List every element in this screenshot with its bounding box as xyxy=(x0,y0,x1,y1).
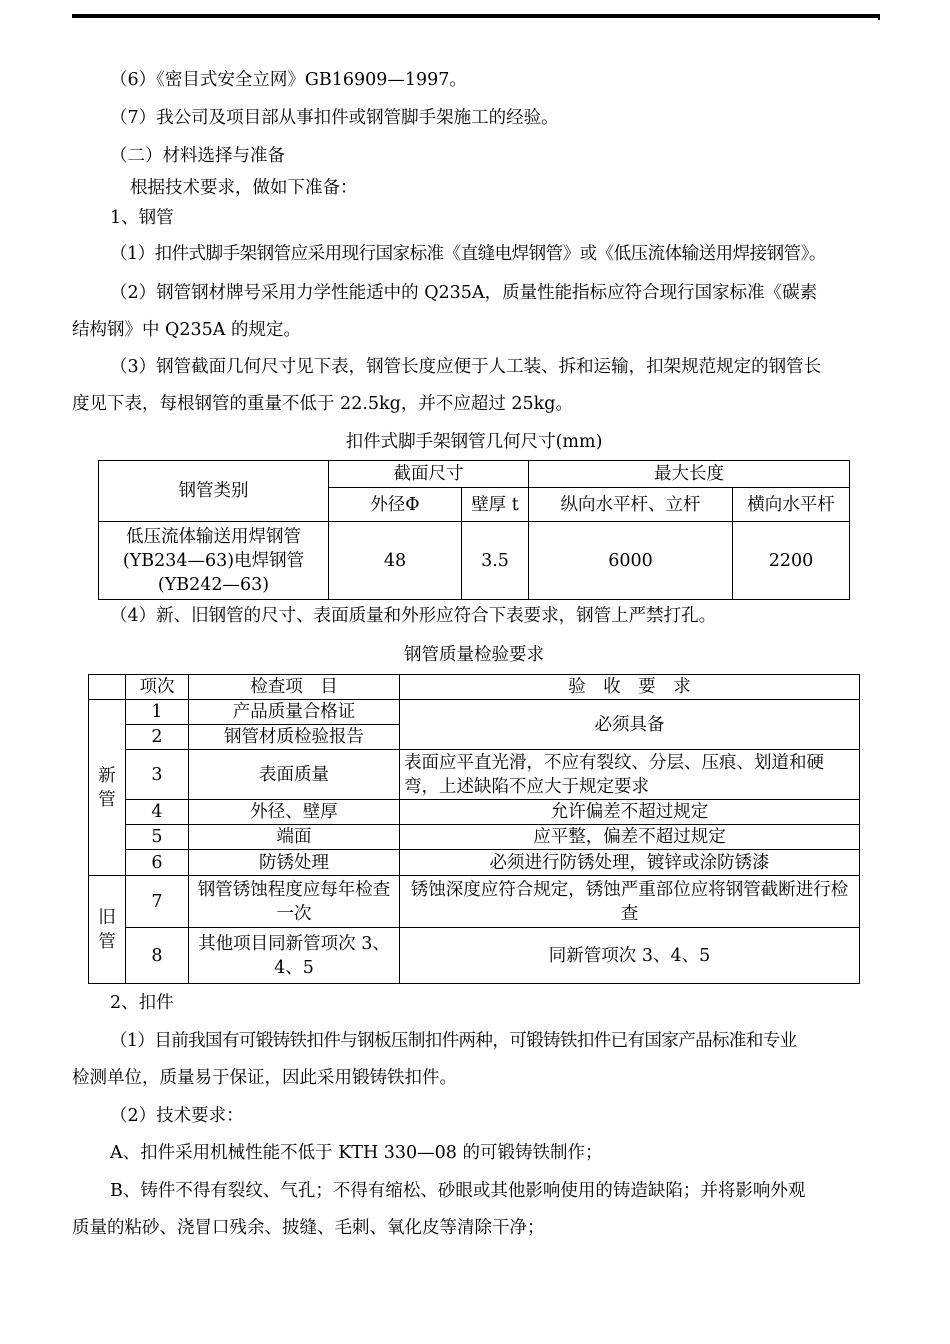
table-cell: 6000 xyxy=(529,522,733,600)
header-cell: 最大长度 xyxy=(529,461,850,488)
row-item: 外径、壁厚 xyxy=(189,800,400,825)
row-number: 2 xyxy=(126,725,189,750)
paragraph: （4）新、旧钢管的尺寸、表面质量和外形应符合下表要求，钢管上严禁打孔。 xyxy=(110,606,717,626)
row-number: 8 xyxy=(126,928,189,984)
pipe-type-line: (YB242—63) xyxy=(157,574,270,595)
header-rule-end xyxy=(878,14,880,20)
section-heading: （二）材料选择与准备 xyxy=(110,146,285,166)
header-cell: 横向水平杆 xyxy=(733,488,850,522)
pipe-size-table xyxy=(98,460,850,600)
paragraph: （2）技术要求： xyxy=(110,1106,244,1126)
pipe-type-line: (YB234—63)电焊钢管 xyxy=(122,550,305,571)
row-item: 其他项目同新管项次 3、4、5 xyxy=(189,928,400,984)
row-number: 7 xyxy=(126,876,189,928)
row-number: 6 xyxy=(126,850,189,876)
row-number: 4 xyxy=(126,800,189,825)
row-number: 3 xyxy=(126,750,189,800)
row-requirement: 同新管项次 3、4、5 xyxy=(400,928,860,984)
row-item: 表面质量 xyxy=(189,750,400,800)
header-cell xyxy=(89,675,126,700)
header-cell: 钢管类别 xyxy=(99,461,329,522)
header-cell: 外径Φ xyxy=(329,488,462,522)
header-cell: 验 收 要 求 xyxy=(400,675,860,700)
row-requirement: 必须进行防锈处理，镀锌或涂防锈漆 xyxy=(400,850,860,876)
group-old: 旧管 xyxy=(89,876,126,984)
paragraph: （7）我公司及项目部从事扣件或钢管脚手架施工的经验。 xyxy=(110,108,559,128)
paragraph: （1）目前我国有可锻铸铁扣件与钢板压制扣件两种，可锻铸铁扣件已有国家产品标准和专业 xyxy=(110,1031,797,1051)
header-cell: 纵向水平杆、立杆 xyxy=(529,488,733,522)
row-requirement: 锈蚀深度应符合规定，锈蚀严重部位应将钢管截断进行检查 xyxy=(400,876,860,928)
paragraph: B、铸件不得有裂纹、气孔；不得有缩松、砂眼或其他影响使用的铸造缺陷；并将影响外观 xyxy=(110,1181,806,1201)
row-number: 5 xyxy=(126,825,189,850)
paragraph: （6）《密目式安全立网》GB16909—1997。 xyxy=(110,70,467,90)
header-cell: 项次 xyxy=(126,675,189,700)
row-requirement: 表面应平直光滑，不应有裂纹、分层、压痕、划道和硬弯，上述缺陷不应大于规定要求 xyxy=(400,750,860,800)
table-cell xyxy=(99,522,329,600)
row-requirement: 应平整，偏差不超过规定 xyxy=(400,825,860,850)
paragraph: （3）钢管截面几何尺寸见下表，钢管长度应便于人工装、拆和运输，扣架规范规定的钢管长 xyxy=(110,357,822,377)
row-item: 钢管材质检验报告 xyxy=(189,725,400,750)
header-cell: 截面尺寸 xyxy=(329,461,529,488)
paragraph: 检测单位，质量易于保证，因此采用锻铸铁扣件。 xyxy=(72,1068,457,1088)
row-requirement: 允许偏差不超过规定 xyxy=(400,800,860,825)
table-cell: 2200 xyxy=(733,522,850,600)
row-item: 钢管锈蚀程度应每年检查一次 xyxy=(189,876,400,928)
pipe-quality-table xyxy=(88,674,860,984)
paragraph: 根据技术要求，做如下准备： xyxy=(130,178,358,198)
paragraph: 度见下表，每根钢管的重量不低于 22.5kg，并不应超过 25kg。 xyxy=(72,394,573,414)
subsection-heading: 1、钢管 xyxy=(110,208,174,228)
pipe-type-line: 低压流体输送用焊钢管 xyxy=(126,526,301,547)
paragraph: （1）扣件式脚手架钢管应采用现行国家标准《直缝电焊钢管》或《低压流体输送用焊接钢管》。 xyxy=(110,244,826,264)
row-item: 端面 xyxy=(189,825,400,850)
group-new: 新管 xyxy=(89,700,126,876)
row-requirement: 必须具备 xyxy=(400,700,860,750)
header-cell: 检查项 目 xyxy=(189,675,400,700)
row-item: 产品质量合格证 xyxy=(189,700,400,725)
paragraph: （2）钢管钢材牌号采用力学性能适中的 Q235A，质量性能指标应符合现行国家标准《碳素 xyxy=(110,283,818,303)
paragraph: A、扣件采用机械性能不低于 KTH 330—08 的可锻铸铁制作； xyxy=(110,1143,603,1163)
paragraph: 质量的粘砂、浇冒口残余、披缝、毛刺、氧化皮等清除干净； xyxy=(72,1218,545,1238)
subsection-heading: 2、扣件 xyxy=(110,993,174,1013)
row-number: 1 xyxy=(126,700,189,725)
row-item: 防锈处理 xyxy=(189,850,400,876)
header-cell: 壁厚 t xyxy=(462,488,529,522)
table1-caption: 扣件式脚手架钢管几何尺寸(mm) xyxy=(345,432,603,452)
table2-caption: 钢管质量检验要求 xyxy=(404,645,544,665)
paragraph: 结构钢》中 Q235A 的规定。 xyxy=(72,320,302,340)
header-rule xyxy=(72,14,878,18)
table-cell: 3.5 xyxy=(462,522,529,600)
table-cell: 48 xyxy=(329,522,462,600)
